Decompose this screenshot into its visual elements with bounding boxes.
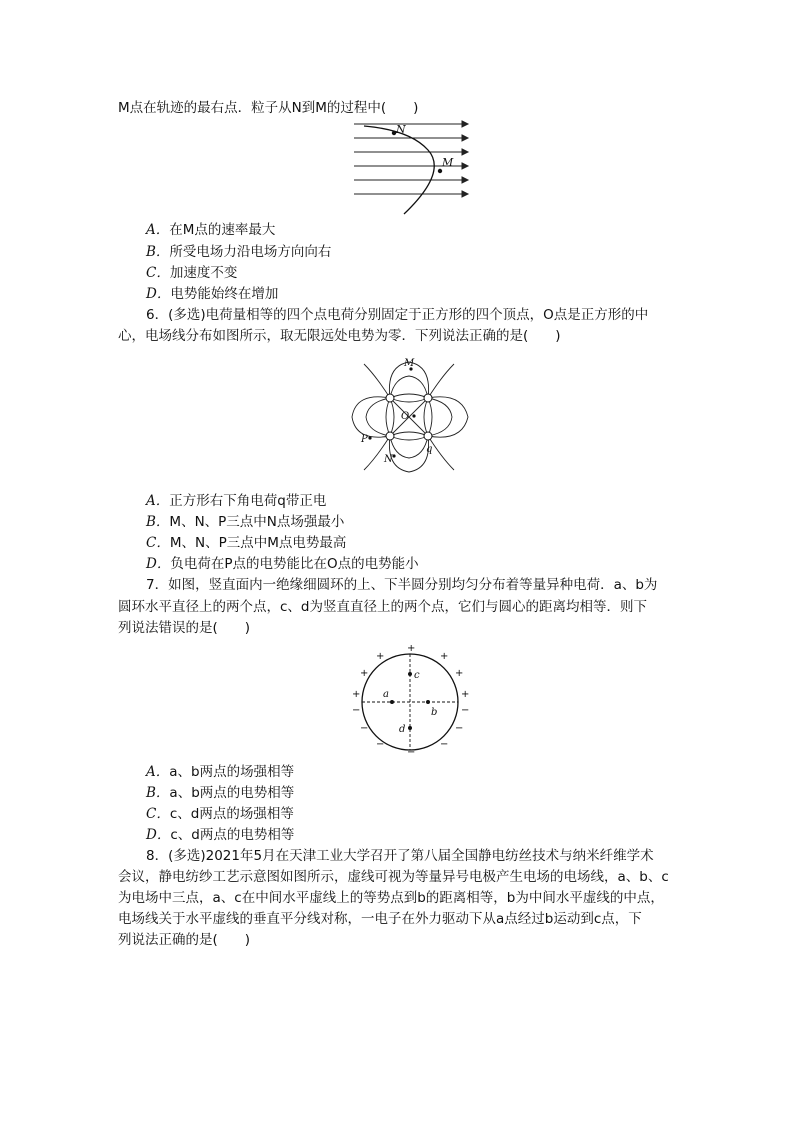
q5-option-b[interactable]: B．所受电场力沿电场方向向右 [146, 244, 332, 260]
svg-text:+: + [352, 689, 361, 700]
label-d: d [399, 724, 406, 735]
q7-stem-line1: 7．如图，竖直面内一绝缘细圆环的上、下半圆分别均匀分布着等量异种电荷．a、b为 [146, 577, 658, 593]
q8-stem-line4: 电场线关于水平虚线的垂直平分线对称，一电子在外力驱动下从a点经过b运动到c点，下 [118, 911, 642, 927]
svg-text:+: + [461, 689, 470, 700]
q7-charged-ring-figure [348, 645, 478, 755]
q5-option-c[interactable]: C．加速度不变 [146, 265, 238, 281]
svg-text:−: − [407, 747, 416, 755]
svg-text:−: − [376, 739, 385, 750]
q8-stem-line5: 列说法正确的是( ) [118, 932, 251, 948]
label-m: M [404, 358, 415, 369]
q7-stem-line3: 列说法错误的是( ) [118, 620, 251, 636]
q7-option-a[interactable]: A．a、b两点的场强相等 [146, 764, 295, 780]
q7-option-b[interactable]: B．a、b两点的电势相等 [146, 785, 295, 801]
q8-stem-line1: 8．(多选)2021年5月在天津工业大学召开了第八届全国静电纺丝技术与纳米纤维学术 [146, 848, 654, 864]
svg-text:+: + [455, 668, 464, 679]
svg-text:−: − [360, 723, 369, 734]
label-m: M [442, 156, 454, 169]
svg-text:+: + [360, 668, 369, 679]
q5-option-a[interactable]: A．在M点的速率最大 [146, 222, 276, 238]
label-a: a [383, 689, 389, 700]
label-n: N [384, 454, 393, 465]
q8-stem-line3: 为电场中三点，a、c在中间水平虚线上的等势点到b的距离相等，b为中间水平虚线的中点， [118, 890, 664, 906]
q6-option-d[interactable]: D．负电荷在P点的电势能比在O点的电势能小 [146, 556, 419, 572]
q6-option-c[interactable]: C．M、N、P三点中M点电势最高 [146, 535, 347, 551]
svg-text:−: − [440, 739, 449, 750]
q6-option-a[interactable]: A．正方形右下角电荷q带正电 [146, 493, 327, 509]
label-o: O [401, 411, 410, 422]
q7-option-c[interactable]: C．c、d两点的场强相等 [146, 806, 294, 822]
svg-text:+: + [440, 651, 449, 662]
q7-stem-line2: 圆环水平直径上的两个点，c、d为竖直直径上的两个点，它们与圆心的距离均相等．则下 [118, 599, 647, 615]
q6-option-b[interactable]: B．M、N、P三点中N点场强最小 [146, 514, 345, 530]
label-p: P [361, 434, 368, 445]
q6-four-charges-field-figure [346, 352, 476, 482]
svg-text:−: − [461, 705, 470, 716]
label-b: b [431, 707, 438, 718]
label-c: c [414, 670, 420, 681]
q6-stem-line2: 心，电场线分布如图所示，取无限远处电势为零．下列说法正确的是( ) [118, 328, 561, 344]
label-n: N [396, 123, 406, 136]
q8-stem-line2: 会议，静电纺纱工艺示意图如图所示，虚线可视为等量异号电极产生电场的电场线，a、b、c [118, 869, 669, 885]
svg-text:+: + [376, 651, 385, 662]
svg-text:+: + [407, 645, 416, 654]
q5-stem-tail: M点在轨迹的最右点．粒子从N到M的过程中( ) [118, 100, 419, 116]
q5-option-d[interactable]: D．电势能始终在增加 [146, 286, 279, 302]
label-q: q [426, 444, 433, 455]
trajectory-curve [364, 126, 434, 214]
q7-option-d[interactable]: D．c、d两点的电势相等 [146, 827, 295, 843]
svg-text:−: − [455, 723, 464, 734]
svg-text:−: − [352, 705, 361, 716]
q5-field-trajectory-figure [350, 116, 470, 216]
q6-stem-line1: 6．(多选)电荷量相等的四个点电荷分别固定于正方形的四个顶点，O点是正方形的中 [146, 307, 649, 323]
